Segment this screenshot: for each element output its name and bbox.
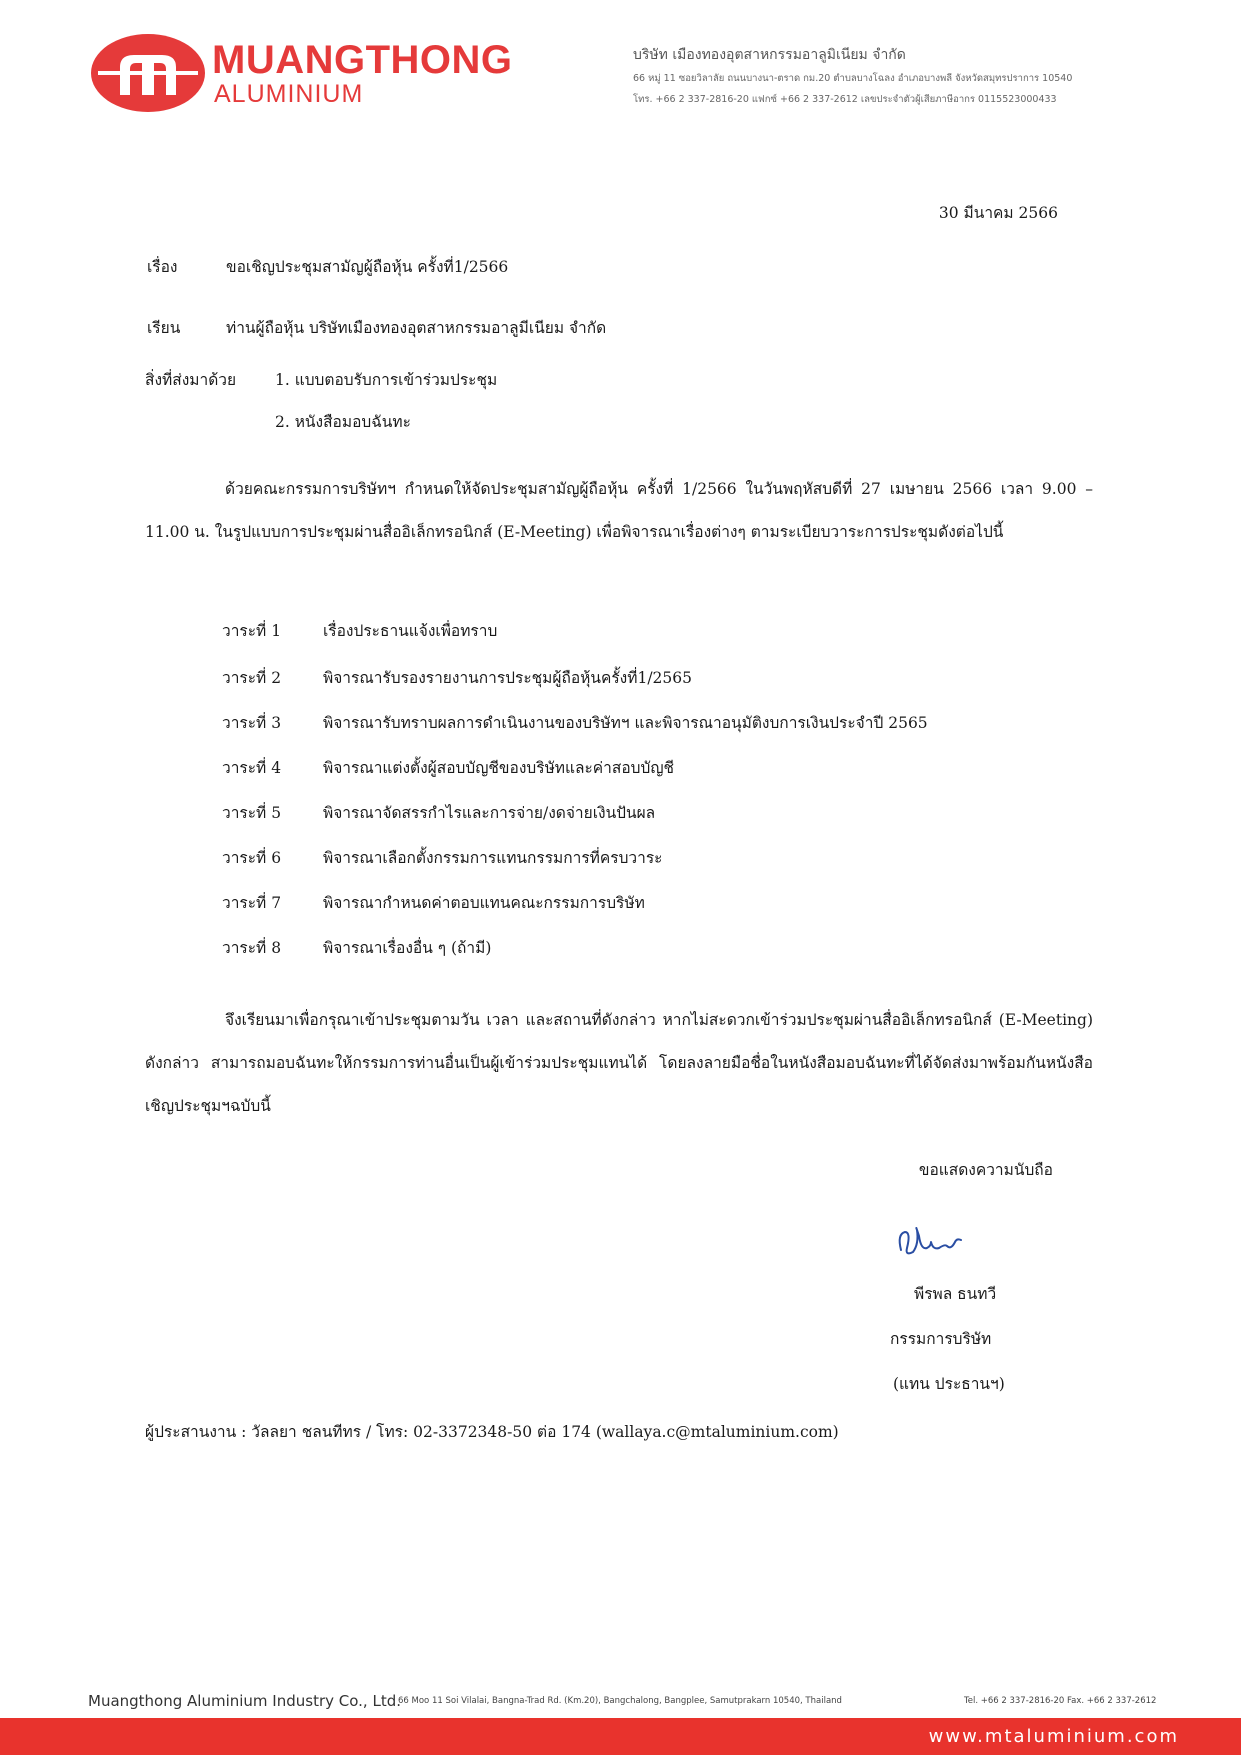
agenda-text: พิจารณาเรื่องอื่น ๆ (ถ้ามี) bbox=[323, 939, 492, 957]
agenda-number: วาระที่ 8 bbox=[222, 939, 282, 957]
agenda-text: พิจารณารับทราบผลการดำเนินงานของบริษัทฯ และพิจารณาอนุมัติงบการเงินประจำปี 2565 bbox=[323, 714, 928, 732]
agenda-text: พิจารณาเลือกตั้งกรรมการแทนกรรมการที่ครบวาระ bbox=[323, 849, 663, 867]
agenda-text: พิจารณารับรองรายงานการประชุมผู้ถือหุ้นครั้งที่1/2565 bbox=[323, 669, 692, 687]
company-name-thai: บริษัท เมืองทองอุตสาหกรรมอาลูมิเนียม จำกัด bbox=[633, 47, 906, 63]
letter-date: 30 มีนาคม 2566 bbox=[938, 204, 1058, 222]
agenda-number: วาระที่ 2 bbox=[222, 669, 282, 687]
company-contact-thai: โทร. +66 2 337-2816-20 แฟกซ์ +66 2 337-2612 เลขประจำตัวผู้เสียภาษีอากร 0115523000433 bbox=[633, 94, 1057, 105]
signer-position: กรรมการบริษัท bbox=[890, 1330, 992, 1348]
signer-role: (แทน ประธานฯ) bbox=[893, 1375, 1005, 1393]
coordinator-contact: ผู้ประสานงาน : วัลลยา ชลนทีทร / โทร: 02-3372348-50 ต่อ 174 (wallaya.c@mtaluminium.com) bbox=[145, 1423, 839, 1441]
body-paragraph-intro: ด้วยคณะกรรมการบริษัทฯ กำหนดให้จัดประชุมสามัญผู้ถือหุ้น ครั้งที่ 1/2566 ในวันพฤหัสบดีที่ 27 เมษายน 2566 เวลา 9.00 – 11.00 น. ในรูปแบบการประชุมผ่านสื่ออิเล็กทรอนิกส์ (E-Meeting) เพื่อพิจารณาเรื่องต่างๆ ตามระเบียบวาระการประชุมดังต่อไปนี้ bbox=[145, 480, 1093, 541]
agenda-text: พิจารณาจัดสรรกำไรและการจ่าย/งดจ่ายเงินปันผล bbox=[323, 804, 656, 822]
agenda-text: เรื่องประธานแจ้งเพื่อทราบ bbox=[323, 622, 498, 640]
agenda-text: พิจารณากำหนดค่าตอบแทนคณะกรรมการบริษัท bbox=[323, 894, 645, 912]
signer-name: พีรพล ธนทวี bbox=[914, 1285, 997, 1303]
enclosure-item: 1. แบบตอบรับการเข้าร่วมประชุม bbox=[275, 371, 498, 389]
subject-label: เรื่อง bbox=[147, 258, 178, 276]
signature-icon bbox=[895, 1220, 965, 1264]
brand-name: MUANGTHONG bbox=[212, 38, 513, 82]
agenda-number: วาระที่ 3 bbox=[222, 714, 282, 732]
footer-contact: Tel. +66 2 337-2816-20 Fax. +66 2 337-2612 bbox=[964, 1696, 1157, 1706]
agenda-number: วาระที่ 5 bbox=[222, 804, 282, 822]
agenda-number: วาระที่ 1 bbox=[222, 622, 282, 640]
enclosure-item: 2. หนังสือมอบฉันทะ bbox=[275, 413, 411, 431]
recipient-text: ท่านผู้ถือหุ้น บริษัทเมืองทองอุตสาหกรรมอาลูมีเนียม จำกัด bbox=[226, 319, 607, 337]
company-address-thai: 66 หมู่ 11 ซอยวิลาลัย ถนนบางนา-ตราด กม.20 ตำบลบางโฉลง อำเภอบางพลี จังหวัดสมุทรปราการ 10540 bbox=[633, 73, 1073, 84]
footer-company-name: Muangthong Aluminium Industry Co., Ltd. bbox=[88, 1692, 401, 1710]
footer-website: www.mtaluminium.com bbox=[928, 1726, 1179, 1747]
closing-text: ขอแสดงความนับถือ bbox=[918, 1161, 1053, 1179]
agenda-number: วาระที่ 7 bbox=[222, 894, 282, 912]
recipient-label: เรียน bbox=[147, 319, 181, 337]
body-paragraph-request: จึงเรียนมาเพื่อกรุณาเข้าประชุมตามวัน เวลา และสถานที่ดังกล่าว หากไม่สะดวกเข้าร่วมประชุมผ่านสื่ออิเล็กทรอนิกส์ (E-Meeting) ดังกล่าว สามารถมอบฉันทะให้กรรมการท่านอื่นเป็นผู้เข้าร่วมประชุมแทนได้ โดยลงลายมือชื่อในหนังสือมอบฉันทะที่ได้จัดส่งมาพร้อมกันหนังสือเชิญประชุมฯฉบับนี้ bbox=[145, 1011, 1093, 1115]
enclosure-label: สิ่งที่ส่งมาด้วย bbox=[145, 371, 237, 389]
agenda-number: วาระที่ 4 bbox=[222, 759, 282, 777]
agenda-text: พิจารณาแต่งตั้งผู้สอบบัญชีของบริษัทและค่าสอบบัญชี bbox=[323, 759, 675, 777]
company-logo-icon bbox=[90, 33, 206, 113]
footer-address: 66 Moo 11 Soi Vilalai, Bangna-Trad Rd. (Km.20), Bangchalong, Bangplee, Samutprakarn 10540, Thailand bbox=[398, 1696, 842, 1706]
subject-text: ขอเชิญประชุมสามัญผู้ถือหุ้น ครั้งที่1/2566 bbox=[226, 258, 509, 276]
brand-subtitle: ALUMINIUM bbox=[214, 80, 364, 108]
agenda-number: วาระที่ 6 bbox=[222, 849, 282, 867]
